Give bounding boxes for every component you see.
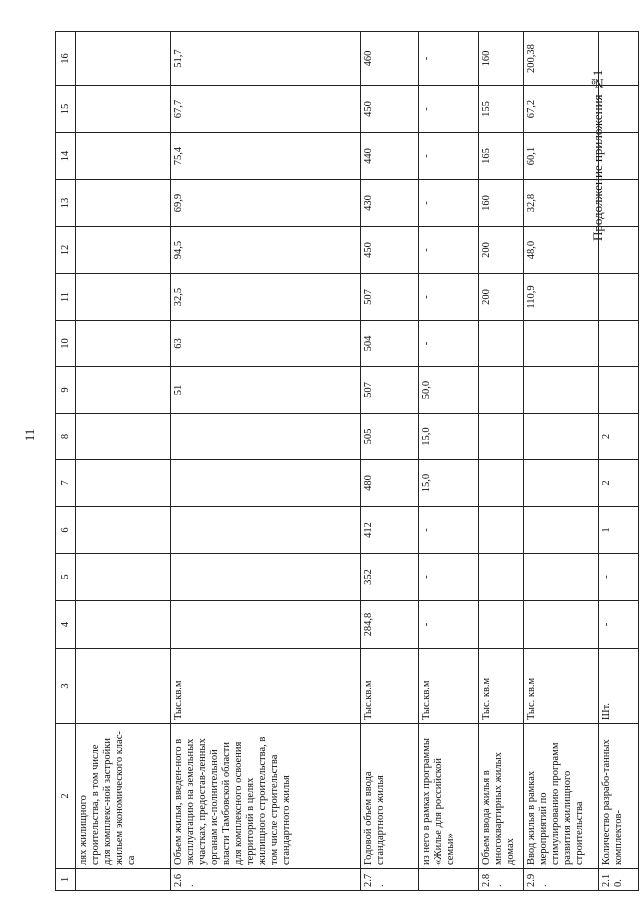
unit-cell: Тыс. кв.м xyxy=(524,649,599,724)
row-number: 2.6. xyxy=(171,869,361,891)
value-cell: 507 xyxy=(361,367,419,414)
header-cell: 10 xyxy=(56,321,76,367)
unit-cell: Тыс.кв.м xyxy=(419,649,479,724)
value-cell xyxy=(76,274,171,321)
indicator-name: лях жилищного строительства, в том числе для комплекс-ной застройки жильем экономического клас-са xyxy=(76,724,171,869)
value-cell: 67,2 xyxy=(524,86,599,133)
value-cell xyxy=(171,601,361,649)
value-cell: 460 xyxy=(361,32,419,86)
value-cell: 352 xyxy=(361,554,419,601)
indicator-name: Объем жилья, введен-ного в эксплуатацию на земельных участках, предостав-ленных органам ис-полнительной власти Тамбовской области для комплексного освоения территорий в целях жилищного строительства, в том числе строительства стандартного жилья xyxy=(171,724,361,869)
value-cell xyxy=(76,460,171,507)
header-cell: 14 xyxy=(56,133,76,180)
value-cell: 50,0 xyxy=(419,367,479,414)
table-row xyxy=(479,32,524,891)
value-cell: 94,5 xyxy=(171,227,361,274)
value-cell: 200,38 xyxy=(524,32,599,86)
value-cell xyxy=(76,554,171,601)
value-cell xyxy=(524,507,599,554)
indicator-name: Годовой объем ввода стандартного жилья xyxy=(361,724,419,869)
header-cell: 4 xyxy=(56,601,76,649)
value-cell: 63 xyxy=(171,321,361,367)
value-cell xyxy=(76,86,171,133)
value-cell xyxy=(599,86,639,133)
value-cell xyxy=(599,32,639,86)
value-cell: 67,7 xyxy=(171,86,361,133)
value-cell xyxy=(171,554,361,601)
indicator-name: Количество разрабо-танных комплектов- xyxy=(599,724,639,869)
row-number: 2.9. xyxy=(524,869,599,891)
unit-cell: Тыс. кв.м xyxy=(479,649,524,724)
header-cell: 7 xyxy=(56,460,76,507)
indicator-name: Ввод жилья в рамках мероприятий по стимулированию программ развития жилищного строительства xyxy=(524,724,599,869)
value-cell: 412 xyxy=(361,507,419,554)
value-cell: 200 xyxy=(479,227,524,274)
value-cell xyxy=(76,133,171,180)
value-cell: - xyxy=(419,321,479,367)
page-number: 11 xyxy=(22,428,37,442)
value-cell xyxy=(524,460,599,507)
value-cell: 32,8 xyxy=(524,180,599,227)
value-cell: 1 xyxy=(599,507,639,554)
value-cell: 51,7 xyxy=(171,32,361,86)
value-cell: 440 xyxy=(361,133,419,180)
value-cell xyxy=(76,367,171,414)
value-cell xyxy=(76,321,171,367)
value-cell xyxy=(76,507,171,554)
value-cell: 32,5 xyxy=(171,274,361,321)
value-cell xyxy=(76,227,171,274)
value-cell: - xyxy=(419,601,479,649)
value-cell: 110,9 xyxy=(524,274,599,321)
value-cell: - xyxy=(419,274,479,321)
unit-cell: Тыс.кв.м xyxy=(361,649,419,724)
value-cell xyxy=(599,180,639,227)
value-cell: 507 xyxy=(361,274,419,321)
value-cell xyxy=(524,321,599,367)
value-cell: - xyxy=(599,601,639,649)
value-cell xyxy=(599,133,639,180)
table-row xyxy=(524,32,599,891)
value-cell: 450 xyxy=(361,227,419,274)
row-number: 2.8. xyxy=(479,869,524,891)
value-cell xyxy=(171,460,361,507)
value-cell xyxy=(599,321,639,367)
header-cell: 16 xyxy=(56,32,76,86)
value-cell xyxy=(599,367,639,414)
value-cell: 155 xyxy=(479,86,524,133)
table-row xyxy=(76,32,171,891)
value-cell xyxy=(599,274,639,321)
value-cell: 15,0 xyxy=(419,460,479,507)
header-cell: 5 xyxy=(56,554,76,601)
value-cell: 430 xyxy=(361,180,419,227)
indicator-name: Объем ввода жилья в многоквартирных жилых домах xyxy=(479,724,524,869)
value-cell xyxy=(76,32,171,86)
header-cell: 2 xyxy=(56,724,76,869)
value-cell: 504 xyxy=(361,321,419,367)
header-cell: 9 xyxy=(56,367,76,414)
value-cell: 160 xyxy=(479,180,524,227)
value-cell xyxy=(524,367,599,414)
indicator-name: из него в рамках программы «Жилье для российской семьи» xyxy=(419,724,479,869)
value-cell: 505 xyxy=(361,414,419,460)
value-cell xyxy=(524,554,599,601)
value-cell: - xyxy=(419,86,479,133)
value-cell: 2 xyxy=(599,414,639,460)
indicators-table xyxy=(55,31,639,891)
value-cell: - xyxy=(419,507,479,554)
table-row xyxy=(361,32,419,891)
value-cell: 48,0 xyxy=(524,227,599,274)
value-cell xyxy=(76,414,171,460)
value-cell: 15,0 xyxy=(419,414,479,460)
value-cell xyxy=(479,414,524,460)
value-cell: 160 xyxy=(479,32,524,86)
value-cell: 480 xyxy=(361,460,419,507)
unit-cell: Шт. xyxy=(599,649,639,724)
value-cell xyxy=(171,414,361,460)
value-cell: 69,9 xyxy=(171,180,361,227)
value-cell xyxy=(76,601,171,649)
table-row xyxy=(171,32,361,891)
header-cell: 13 xyxy=(56,180,76,227)
header-cell: 1 xyxy=(56,869,76,891)
value-cell xyxy=(524,601,599,649)
value-cell xyxy=(479,601,524,649)
value-cell: 60,1 xyxy=(524,133,599,180)
value-cell: - xyxy=(599,554,639,601)
header-row xyxy=(56,32,76,891)
value-cell: 75,4 xyxy=(171,133,361,180)
value-cell: 200 xyxy=(479,274,524,321)
row-number xyxy=(76,869,171,891)
value-cell xyxy=(524,414,599,460)
header-cell: 11 xyxy=(56,274,76,321)
value-cell xyxy=(479,460,524,507)
continuation-label: Продолжение приложения №1 xyxy=(590,69,605,241)
unit-cell: Тыс.кв.м xyxy=(171,649,361,724)
value-cell: - xyxy=(419,32,479,86)
header-cell: 3 xyxy=(56,649,76,724)
value-cell xyxy=(76,180,171,227)
value-cell: - xyxy=(419,180,479,227)
value-cell: - xyxy=(419,133,479,180)
value-cell: 2 xyxy=(599,460,639,507)
header-cell: 12 xyxy=(56,227,76,274)
value-cell: 165 xyxy=(479,133,524,180)
table-row xyxy=(599,32,639,891)
value-cell: 450 xyxy=(361,86,419,133)
value-cell: - xyxy=(419,227,479,274)
row-number: 2.10. xyxy=(599,869,639,891)
value-cell xyxy=(479,554,524,601)
value-cell: - xyxy=(419,554,479,601)
header-cell: 15 xyxy=(56,86,76,133)
header-cell: 8 xyxy=(56,414,76,460)
table-row xyxy=(419,32,479,891)
value-cell xyxy=(599,227,639,274)
value-cell xyxy=(479,321,524,367)
rotated-table-area xyxy=(55,36,624,891)
value-cell xyxy=(171,507,361,554)
row-number xyxy=(419,869,479,891)
value-cell xyxy=(479,367,524,414)
value-cell xyxy=(479,507,524,554)
row-number: 2.7. xyxy=(361,869,419,891)
unit-cell xyxy=(76,649,171,724)
header-cell: 6 xyxy=(56,507,76,554)
value-cell: 51 xyxy=(171,367,361,414)
value-cell: 284,8 xyxy=(361,601,419,649)
table-wrapper xyxy=(55,36,624,891)
